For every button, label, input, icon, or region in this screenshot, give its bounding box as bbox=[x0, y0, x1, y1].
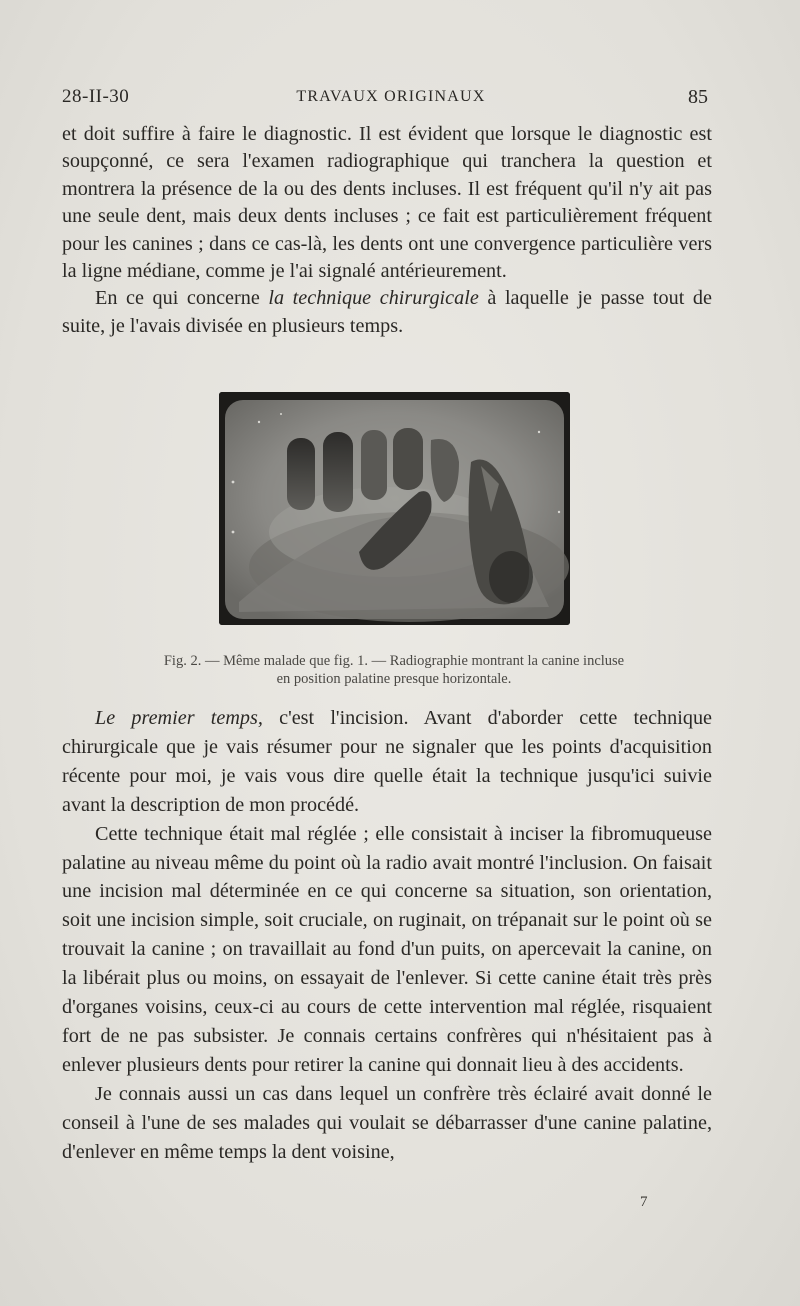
signature-mark: 7 bbox=[640, 1194, 648, 1210]
paragraph bbox=[62, 704, 712, 820]
paragraph bbox=[62, 285, 712, 340]
italic-phrase: la technique chirurgicale bbox=[268, 287, 479, 310]
running-header bbox=[62, 86, 708, 112]
text-block-top bbox=[62, 121, 712, 340]
paragraph-text: c'est l'incision. Avant d'aborder cette technique chirurgicale que je vais résumer pour ne signaler que les points d'acquisition récente pour moi, je vais vous dire quelle était la technique jusqu'ici suivie avant la description de mon procédé. bbox=[62, 707, 712, 816]
header-title: TRAVAUX ORIGINAUX bbox=[296, 88, 486, 105]
page-number: 85 bbox=[688, 86, 708, 108]
paragraph-text: à laquelle je passe tout de suite, je l'avais divisée en plusieurs temps. bbox=[62, 287, 712, 337]
caption-line: Fig. 2. — Même malade que fig. 1. — Radiographie montrant la canine incluse bbox=[163, 653, 625, 669]
radiograph-figure bbox=[219, 392, 570, 625]
paragraph: Je connais aussi un cas dans lequel un confrère très éclairé avait donné le conseil à l'une de ses malades qui voulait se débarrasser d'une canine palatine, d'enlever en même temps la dent voisine, bbox=[62, 1082, 712, 1163]
paragraph-text: En ce qui concerne bbox=[95, 287, 269, 310]
italic-phrase: Le premier temps, bbox=[95, 707, 263, 729]
figure-caption bbox=[86, 652, 702, 688]
caption-line: en position palatine presque horizontale. bbox=[276, 671, 512, 687]
text-block-bottom bbox=[62, 704, 712, 1167]
header-date: 28-II-30 bbox=[62, 86, 130, 107]
paragraph: et doit suffire à faire le diagnostic. Il est évident que lorsque le diagnostic est soupçonné, ce sera l'examen radiographique qui tranchera la question et montrera la présence de la ou des dents incluses. Il est fréquent qu'il n'y ait pas une seule dent, mais deux dents incluses ; ce fait est particulièrement fréquent pour les canines ; dans ce cas-là, les dents ont une convergence particulière vers la ligne médiane, comme je l'ai signalé antérieurement. bbox=[62, 123, 712, 283]
paragraph: Cette technique était mal réglée ; elle consistait à inciser la fibromuqueuse palatine au niveau même du point où la radio avait montré l'inclusion. On faisait une incision mal déterminée en ce qui concerne sa situation, son orientation, soit une incision simple, soit cruciale, on ruginait, on trépanait sur le point où se trouvait la canine ; on travaillait au fond d'un puits, on apercevait la canine, on la libérait plus ou moins, on essayait de l'enlever. Si cette canine était très près d'organes voisins, ceux-ci au cours de cette intervention mal réglée, risquaient fort de ne pas subsister. Je connais certains confrères qui n'hésitaient pas à enlever plusieurs dents pour retirer la canine qui donnait lieu à des accidents. bbox=[62, 822, 712, 1076]
radiograph-image bbox=[219, 392, 570, 625]
